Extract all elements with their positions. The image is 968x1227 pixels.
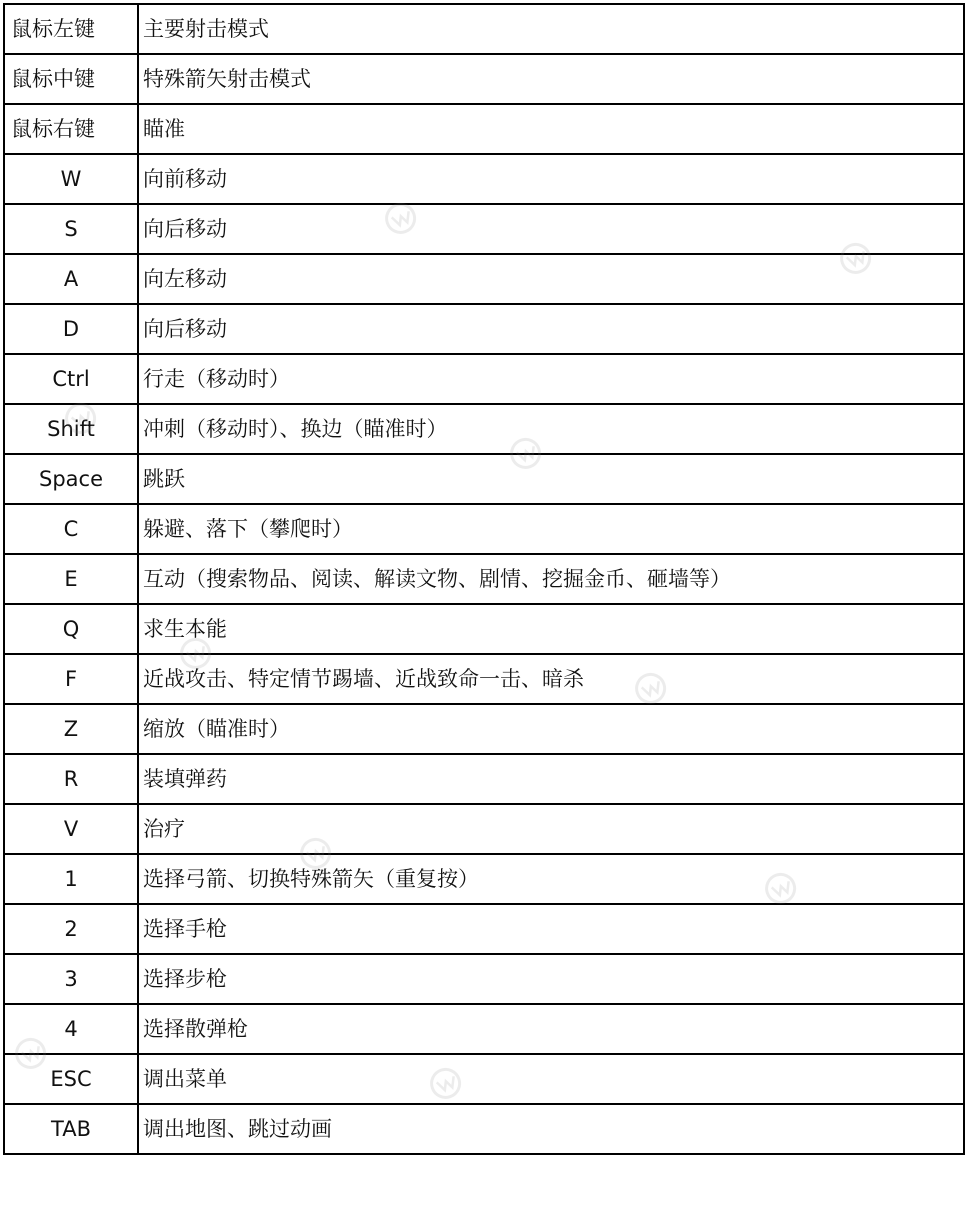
action-cell: 调出地图、跳过动画 bbox=[138, 1104, 964, 1154]
key-cell: Ctrl bbox=[4, 354, 138, 404]
table-row bbox=[4, 204, 964, 254]
action-cell: 向后移动 bbox=[138, 304, 964, 354]
table-row bbox=[4, 54, 964, 104]
table-row bbox=[4, 804, 964, 854]
key-cell: 鼠标左键 bbox=[4, 4, 138, 54]
action-cell: 选择手枪 bbox=[138, 904, 964, 954]
table-row bbox=[4, 604, 964, 654]
action-cell: 特殊箭矢射击模式 bbox=[138, 54, 964, 104]
key-cell: 2 bbox=[4, 904, 138, 954]
table-row bbox=[4, 104, 964, 154]
table-row bbox=[4, 854, 964, 904]
table-row bbox=[4, 154, 964, 204]
key-cell: 4 bbox=[4, 1004, 138, 1054]
action-cell: 缩放（瞄准时） bbox=[138, 704, 964, 754]
action-cell: 冲刺（移动时）、换边（瞄准时） bbox=[138, 404, 964, 454]
action-cell: 互动（搜索物品、阅读、解读文物、剧情、挖掘金币、砸墙等） bbox=[138, 554, 964, 604]
keybind-table bbox=[3, 3, 965, 1155]
action-cell: 向后移动 bbox=[138, 204, 964, 254]
table-row bbox=[4, 1104, 964, 1154]
action-cell: 调出菜单 bbox=[138, 1054, 964, 1104]
action-cell: 躲避、落下（攀爬时） bbox=[138, 504, 964, 554]
table-row bbox=[4, 954, 964, 1004]
key-cell: V bbox=[4, 804, 138, 854]
action-cell: 选择弓箭、切换特殊箭矢（重复按） bbox=[138, 854, 964, 904]
key-cell: 鼠标中键 bbox=[4, 54, 138, 104]
table-row bbox=[4, 554, 964, 604]
action-cell: 向左移动 bbox=[138, 254, 964, 304]
table-row bbox=[4, 4, 964, 54]
key-cell: S bbox=[4, 204, 138, 254]
key-cell: Shift bbox=[4, 404, 138, 454]
action-cell: 主要射击模式 bbox=[138, 4, 964, 54]
action-cell: 选择步枪 bbox=[138, 954, 964, 1004]
key-cell: F bbox=[4, 654, 138, 704]
key-cell: D bbox=[4, 304, 138, 354]
key-cell: 鼠标右键 bbox=[4, 104, 138, 154]
action-cell: 治疗 bbox=[138, 804, 964, 854]
action-cell: 跳跃 bbox=[138, 454, 964, 504]
key-cell: 3 bbox=[4, 954, 138, 1004]
action-cell: 行走（移动时） bbox=[138, 354, 964, 404]
table-row bbox=[4, 654, 964, 704]
table-row bbox=[4, 254, 964, 304]
key-cell: Space bbox=[4, 454, 138, 504]
key-cell: Z bbox=[4, 704, 138, 754]
table-row bbox=[4, 1054, 964, 1104]
key-cell: R bbox=[4, 754, 138, 804]
table-row bbox=[4, 454, 964, 504]
table-row bbox=[4, 904, 964, 954]
table-row bbox=[4, 504, 964, 554]
key-cell: E bbox=[4, 554, 138, 604]
action-cell: 选择散弹枪 bbox=[138, 1004, 964, 1054]
key-cell: TAB bbox=[4, 1104, 138, 1154]
key-cell: ESC bbox=[4, 1054, 138, 1104]
key-cell: W bbox=[4, 154, 138, 204]
table-row bbox=[4, 404, 964, 454]
table-row bbox=[4, 704, 964, 754]
key-cell: 1 bbox=[4, 854, 138, 904]
key-cell: Q bbox=[4, 604, 138, 654]
action-cell: 求生本能 bbox=[138, 604, 964, 654]
table-row bbox=[4, 354, 964, 404]
table-row bbox=[4, 304, 964, 354]
key-cell: C bbox=[4, 504, 138, 554]
action-cell: 向前移动 bbox=[138, 154, 964, 204]
table-row bbox=[4, 1004, 964, 1054]
action-cell: 瞄准 bbox=[138, 104, 964, 154]
action-cell: 近战攻击、特定情节踢墙、近战致命一击、暗杀 bbox=[138, 654, 964, 704]
action-cell: 装填弹药 bbox=[138, 754, 964, 804]
key-cell: A bbox=[4, 254, 138, 304]
table-row bbox=[4, 754, 964, 804]
